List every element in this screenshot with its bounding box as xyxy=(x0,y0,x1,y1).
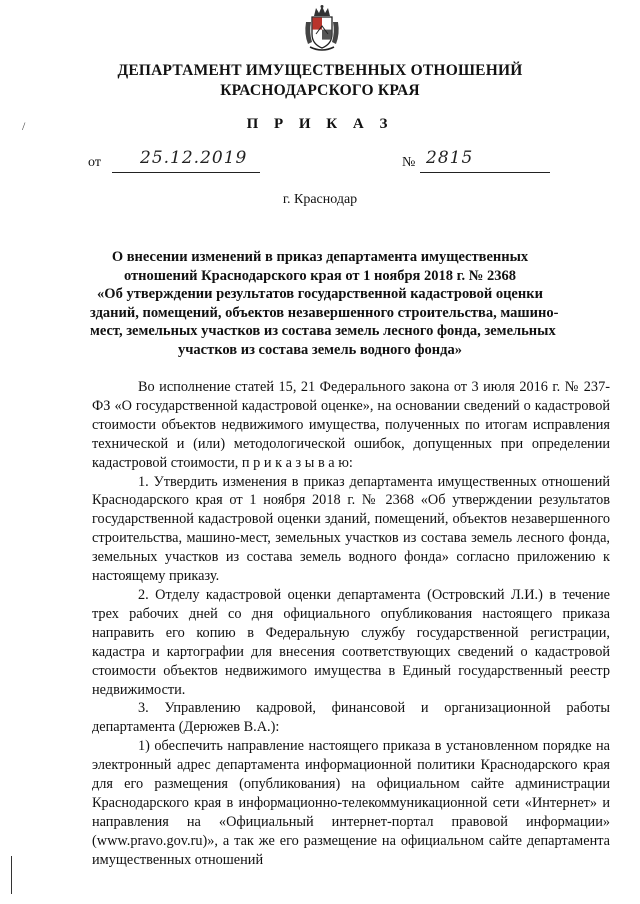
heading-line: О внесении изменений в приказ департамента имущественных xyxy=(111,249,529,265)
body-paragraph-item-2: 2. Отделу кадастровой оценки департамента (Островский Л.И.) в течение трех рабочих дней со дня официального опубликования настоящего приказа направить его копию в Федеральную службу государственной регистрации, кадастра и картографии для внесения соответствующих сведений о кадастровой стоимости объектов недвижимого имущества в Единый государственный реестр недвижимости. xyxy=(92,586,610,698)
date-value: 25.12.2019 xyxy=(140,148,248,168)
margin-mark: / xyxy=(22,119,26,133)
coat-of-arms-icon xyxy=(302,4,342,54)
heading-line: мест, земельных участков из состава земель лесного фонда, земельных xyxy=(90,323,556,339)
body-paragraph-item-3: 3. Управлению кадровой, финансовой и организационной работы департамента (Дерюжев В.А.): xyxy=(92,700,610,736)
body-paragraph-item-3-1: 1) обеспечить направление настоящего приказа в установленном порядке на электронный адрес департамента информационной политики Краснодарского края для его размещения (опубликования) на официальном сайте администрации Краснодарского края в информационно-телекоммуникационной сети «Интернет» и направления на «Официальный интернет-портал правовой информации» (www.pravo.gov.ru)», а так же его размещение на официальном сайте департамента имущественных отношений xyxy=(92,738,610,868)
number-value: 2815 xyxy=(426,148,474,168)
body-paragraph-item-1: 1. Утвердить изменения в приказ департамента имущественных отношений Краснодарского края от 1 ноября 2018 г. № 2368 «Об утверждении результатов государственной кадастровой оценки зданий, помещений, объектов незавершенного строительства, машино-мест, земельных участков из состава земель лесного фонда, земельных участков из состава земель водного фонда» согласно приложению к настоящему приказу. xyxy=(92,473,610,585)
heading-line: «Об утверждении результатов государственной кадастровой оценки xyxy=(97,286,543,302)
heading-line: зданий, помещений, объектов незавершенного строительства, машино- xyxy=(90,304,559,321)
heading-line: участков из состава земель водного фонда» xyxy=(177,341,462,358)
date-label: от xyxy=(88,155,101,170)
date-underline xyxy=(112,172,260,173)
document-heading xyxy=(90,248,559,359)
order-title: П Р И К А З xyxy=(246,116,394,132)
department-name-line1: ДЕПАРТАМЕНТ ИМУЩЕСТВЕННЫХ ОТНОШЕНИЙ xyxy=(117,62,523,79)
heading-line: отношений Краснодарского края от 1 ноября 2018 г. № 2368 xyxy=(124,267,516,284)
number-underline xyxy=(420,172,550,173)
city: г. Краснодар xyxy=(282,192,358,207)
body-paragraph-preamble: Во исполнение статей 15, 21 Федерального закона от 3 июля 2016 г. № 237-ФЗ «О государственной кадастровой оценке», на основании сведений о кадастровой стоимости объектов недвижимого имущества, полученных по итогам исправления технической и (или) методологической ошибок, допущенных при определении кадастровой стоимости, п р и к а з ы в а ю: xyxy=(92,379,610,471)
number-label: № xyxy=(402,155,416,170)
department-name-line2: КРАСНОДАРСКОГО КРАЯ xyxy=(220,82,420,99)
margin-bar xyxy=(11,856,12,894)
document-body xyxy=(92,378,610,870)
